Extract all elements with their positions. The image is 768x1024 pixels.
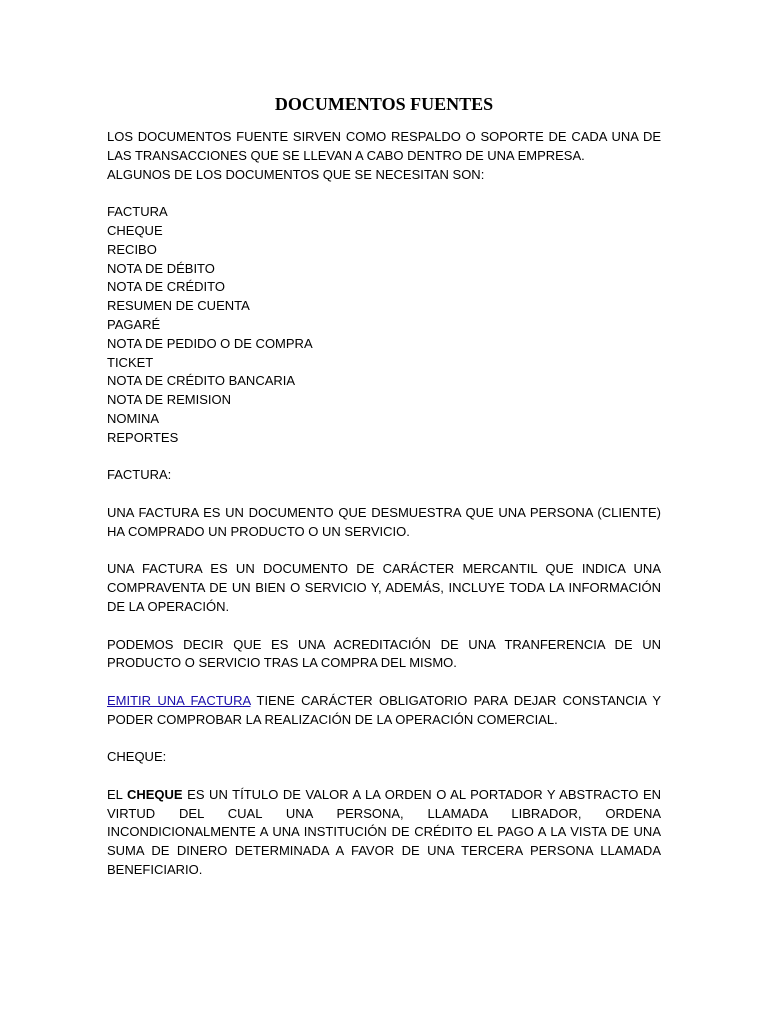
cheque-paragraph-text: ES UN TÍTULO DE VALOR A LA ORDEN O AL PORTADOR Y ABSTRACTO EN VIRTUD DEL CUAL UNA PERSONA, LLAMADA LIBRADOR, ORDENA INCONDICIONALMENTE A UNA INSTITUCIÓN DE CRÉDITO EL PAGO A LA VISTA DE UNA SUMA DE DINERO DETERMINADA A FAVOR DE UNA TERCERA PERSONA LLAMADA BENEFICIARIO. bbox=[107, 786, 662, 878]
list-item: NOTA DE PEDIDO O DE COMPRA bbox=[107, 335, 313, 351]
spacer bbox=[107, 730, 661, 749]
list-item: FACTURA bbox=[107, 204, 168, 220]
page-title: DOCUMENTOS FUENTES bbox=[274, 94, 494, 114]
list-item: NOTA DE CRÉDITO BANCARIA bbox=[107, 373, 296, 389]
cheque-paragraph bbox=[107, 786, 661, 880]
cheque-paragraph-start: EL bbox=[107, 786, 127, 802]
list-item: PAGARÉ bbox=[107, 316, 161, 332]
spacer bbox=[107, 767, 661, 786]
list-item: NOTA DE REMISION bbox=[107, 392, 231, 408]
spacer bbox=[107, 184, 661, 203]
spacer bbox=[107, 673, 661, 692]
cheque-heading: CHEQUE: bbox=[107, 749, 167, 765]
factura-paragraph-3: PODEMOS DECIR QUE ES UNA ACREDITACIÓN DE UNA TRANFERENCIA DE UN PRODUCTO O SERVICIO TRAS LA COMPRA DEL MISMO. bbox=[107, 636, 661, 671]
documents-list bbox=[107, 203, 661, 447]
list-item: NOTA DE DÉBITO bbox=[107, 260, 215, 276]
list-item: REPORTES bbox=[107, 429, 179, 445]
spacer bbox=[107, 617, 661, 636]
intro-paragraph: LOS DOCUMENTOS FUENTE SIRVEN COMO RESPALDO O SOPORTE DE CADA UNA DE LAS TRANSACCIONES QUE SE LLEVAN A CABO DENTRO DE UNA EMPRESA. bbox=[107, 129, 661, 163]
list-heading: ALGUNOS DE LOS DOCUMENTOS QUE SE NECESITAN SON: bbox=[107, 166, 485, 182]
spacer bbox=[107, 542, 661, 561]
list-item: NOTA DE CRÉDITO bbox=[107, 279, 225, 295]
list-item: TICKET bbox=[107, 354, 154, 370]
document-body bbox=[107, 92, 661, 880]
cheque-term: CHEQUE bbox=[126, 786, 183, 802]
list-item: RESUMEN DE CUENTA bbox=[107, 298, 250, 314]
emitir-factura-link[interactable]: EMITIR UNA FACTURA bbox=[107, 692, 251, 708]
list-item: CHEQUE bbox=[107, 222, 163, 238]
list-item: NOMINA bbox=[107, 410, 159, 426]
factura-heading: FACTURA: bbox=[107, 467, 172, 483]
factura-paragraph-1: UNA FACTURA ES UN DOCUMENTO QUE DESMUESTRA QUE UNA PERSONA (CLIENTE) HA COMPRADO UN PRODUCTO O UN SERVICIO. bbox=[107, 504, 661, 539]
factura-paragraph-4 bbox=[107, 692, 661, 730]
list-item: RECIBO bbox=[107, 241, 157, 257]
factura-paragraph-2: UNA FACTURA ES UN DOCUMENTO DE CARÁCTER MERCANTIL QUE INDICA UNA COMPRAVENTA DE UN BIEN O SERVICIO Y, ADEMÁS, INCLUYE TODA LA INFORMACIÓN DE LA OPERACIÓN. bbox=[107, 561, 661, 614]
spacer bbox=[107, 448, 661, 467]
factura-paragraph-4-text: TIENE CARÁCTER OBLIGATORIO PARA DEJAR CONSTANCIA Y PODER COMPROBAR LA REALIZACIÓN DE LA OPERACIÓN COMERCIAL. bbox=[107, 692, 661, 727]
spacer bbox=[107, 485, 661, 504]
